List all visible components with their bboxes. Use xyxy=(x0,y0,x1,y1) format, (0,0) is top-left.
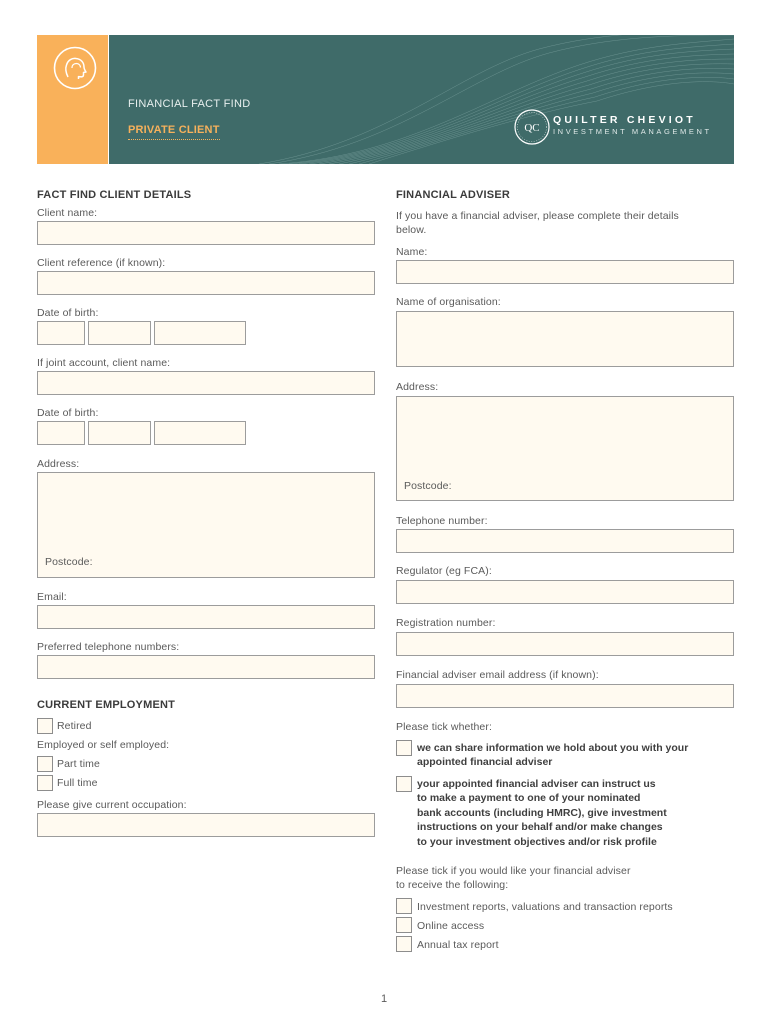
employment-heading: CURRENT EMPLOYMENT xyxy=(37,699,176,711)
online-access-checkbox[interactable] xyxy=(396,917,412,933)
retired-label: Retired xyxy=(57,720,92,732)
dob2-year-field[interactable] xyxy=(154,421,246,445)
occupation-label: Please give current occupation: xyxy=(37,799,187,811)
phone-field[interactable] xyxy=(37,655,375,679)
occupation-field[interactable] xyxy=(37,813,375,837)
employed-label: Employed or self employed: xyxy=(37,739,170,751)
client-details-heading: FACT FIND CLIENT DETAILS xyxy=(37,189,192,201)
part-time-checkbox[interactable] xyxy=(37,756,53,772)
header-accent-panel xyxy=(37,35,108,164)
page-number: 1 xyxy=(381,993,388,1005)
adviser-regulator-field[interactable] xyxy=(396,580,734,604)
instruct-line3: bank accounts (including HMRC), give investment xyxy=(417,806,667,819)
adviser-registration-field[interactable] xyxy=(396,632,734,656)
adviser-intro-line2: below. xyxy=(396,224,427,236)
online-access-label: Online access xyxy=(417,920,485,932)
adviser-email-label: Financial adviser email address (if known): xyxy=(396,669,599,681)
adviser-postcode-label: Postcode: xyxy=(404,480,452,492)
address-label: Address: xyxy=(37,458,80,470)
adviser-address-label: Address: xyxy=(396,381,439,393)
instruct-checkbox[interactable] xyxy=(396,776,412,792)
adviser-heading: FINANCIAL ADVISER xyxy=(396,189,511,201)
adviser-regulator-label: Regulator (eg FCA): xyxy=(396,565,492,577)
reports-label: Investment reports, valuations and transaction reports xyxy=(417,901,673,913)
email-field[interactable] xyxy=(37,605,375,629)
client-name-label: Client name: xyxy=(37,207,98,219)
adviser-name-field[interactable] xyxy=(396,260,734,284)
joint-name-field[interactable] xyxy=(37,371,375,395)
document-subtitle: PRIVATE CLIENT xyxy=(128,124,220,140)
joint-name-label: If joint account, client name: xyxy=(37,357,171,369)
instruct-line1: your appointed financial adviser can instruct us xyxy=(417,778,656,790)
dob2-day-field[interactable] xyxy=(37,421,85,445)
dob-year-field[interactable] xyxy=(154,321,246,345)
head-profile-icon xyxy=(53,46,97,90)
share-info-line1: we can share information we hold about you with your xyxy=(417,742,689,754)
share-info-checkbox[interactable] xyxy=(396,740,412,756)
client-name-field[interactable] xyxy=(37,221,375,245)
adviser-intro-line1: If you have a financial adviser, please complete their details xyxy=(396,210,679,222)
adviser-telephone-field[interactable] xyxy=(396,529,734,553)
document-title: FINANCIAL FACT FIND xyxy=(128,98,251,110)
receive-line1: Please tick if you would like your financial adviser xyxy=(396,865,631,877)
client-reference-field[interactable] xyxy=(37,271,375,295)
retired-checkbox[interactable] xyxy=(37,718,53,734)
brand-name: QUILTER CHEVIOT xyxy=(553,114,696,126)
dob-month-field[interactable] xyxy=(88,321,151,345)
phone-label: Preferred telephone numbers: xyxy=(37,641,180,653)
instruct-line5: to your investment objectives and/or risk profile xyxy=(417,835,657,848)
dob2-label: Date of birth: xyxy=(37,407,99,419)
instruct-line4: instructions on your behalf and/or make changes xyxy=(417,821,663,834)
dob2-month-field[interactable] xyxy=(88,421,151,445)
full-time-checkbox[interactable] xyxy=(37,775,53,791)
adviser-registration-label: Registration number: xyxy=(396,617,496,629)
qc-logo-icon xyxy=(513,108,551,146)
adviser-telephone-label: Telephone number: xyxy=(396,515,488,527)
dob-day-field[interactable] xyxy=(37,321,85,345)
part-time-label: Part time xyxy=(57,758,100,770)
tax-report-label: Annual tax report xyxy=(417,939,499,951)
share-info-line2: appointed financial adviser xyxy=(417,756,553,769)
brand-tagline: INVESTMENT MANAGEMENT xyxy=(553,127,712,136)
instruct-text xyxy=(417,777,667,849)
tick-whether-label: Please tick whether: xyxy=(396,721,492,733)
receive-line2: to receive the following: xyxy=(396,879,509,891)
dob-label: Date of birth: xyxy=(37,307,99,319)
email-label: Email: xyxy=(37,591,67,603)
reports-checkbox[interactable] xyxy=(396,898,412,914)
adviser-email-field[interactable] xyxy=(396,684,734,708)
adviser-name-label: Name: xyxy=(396,246,428,258)
logo-letters: QC xyxy=(524,122,540,134)
share-info-text xyxy=(417,741,688,770)
adviser-org-field[interactable] xyxy=(396,311,734,367)
adviser-org-label: Name of organisation: xyxy=(396,296,501,308)
postcode-label: Postcode: xyxy=(45,556,93,568)
instruct-line2: to make a payment to one of your nominated xyxy=(417,792,641,805)
full-time-label: Full time xyxy=(57,777,98,789)
tax-report-checkbox[interactable] xyxy=(396,936,412,952)
client-reference-label: Client reference (if known): xyxy=(37,257,166,269)
